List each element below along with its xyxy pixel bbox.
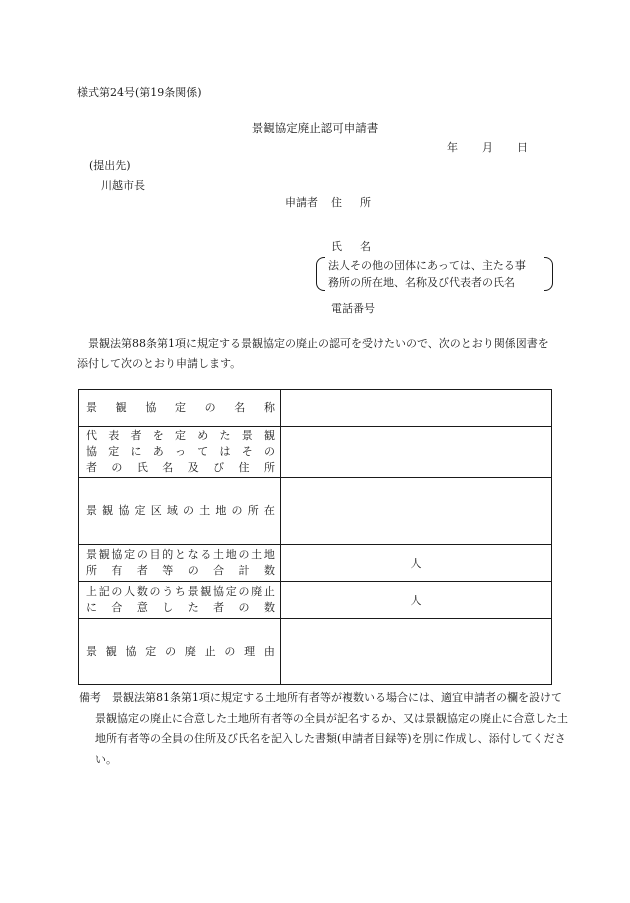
destination-label: (提出先) xyxy=(89,159,131,172)
row-value[interactable] xyxy=(281,427,552,478)
row-label-line: 景 観 協 定 の 名 称 xyxy=(86,401,275,414)
application-table xyxy=(78,389,552,685)
row-label-line: 景 観 協 定 の 目 的 と な る 土 地 の 土 地 xyxy=(86,548,275,561)
row-label xyxy=(79,582,281,619)
row-value[interactable] xyxy=(281,619,552,685)
row-label-line: に 合 意 し た 者 の 数 xyxy=(86,601,275,614)
table-row xyxy=(79,478,552,545)
table-row xyxy=(79,545,552,582)
date-day-label: 日 xyxy=(517,141,528,154)
row-label xyxy=(79,390,281,427)
row-value[interactable] xyxy=(281,390,552,427)
destination: 川越市長 xyxy=(101,179,145,192)
corporate-note-line: 法人その他の団体にあっては、主たる事 xyxy=(328,259,526,272)
corporate-note-line: 務所の所在地、名称及び代表者の氏名 xyxy=(328,276,515,289)
row-value[interactable]: 人 xyxy=(281,582,552,619)
row-label-line: 者 の 氏 名 及 び 住 所 xyxy=(86,461,275,474)
row-value[interactable]: 人 xyxy=(281,545,552,582)
table-row xyxy=(79,619,552,685)
document-title: 景観協定廃止認可申請書 xyxy=(251,121,379,135)
row-label-line: 所 有 者 等 の 合 計 数 xyxy=(86,564,275,577)
name-label: 氏名 xyxy=(331,240,389,253)
right-paren xyxy=(544,257,553,291)
form-number: 様式第24号(第19条関係) xyxy=(77,86,202,99)
left-paren xyxy=(316,257,325,291)
address-label: 住所 xyxy=(331,196,389,209)
row-label-line: 協 定 に あ っ て は そ の xyxy=(86,445,275,458)
applicant-label: 申請者 xyxy=(285,196,318,209)
table-row xyxy=(79,390,552,427)
phone-label: 電話番号 xyxy=(331,302,375,315)
corporate-note-text xyxy=(328,257,526,291)
row-value[interactable] xyxy=(281,478,552,545)
row-label-line: 代 表 者 を 定 め た 景 観 xyxy=(86,429,275,442)
row-label xyxy=(79,545,281,582)
row-label-line: 上 記 の 人 数 の う ち 景 観 協 定 の 廃 止 xyxy=(86,585,275,598)
row-label-line: 景 観 協 定 区 域 の 土 地 の 所 在 xyxy=(86,504,275,517)
date-year-label: 年 xyxy=(447,141,458,154)
row-label-line: 景 観 協 定 の 廃 止 の 理 由 xyxy=(86,644,275,658)
table-row xyxy=(79,427,552,478)
corporate-note xyxy=(316,257,553,290)
body-text: 景観法第88条第1項に規定する景観協定の廃止の認可を受けたいので、次のとおり関係図書を添付して次のとおり申請します。 xyxy=(77,337,549,370)
remark: 備考 景観法第81条第1項に規定する土地所有者等が複数いる場合には、適宜申請者の欄を設けて景観協定の廃止に合意した土地所有者等の全員が記名するか、又は景観協定の廃止に合意した土地所有者等の全員の住所及び氏名を記入した書類(申請者目録等)を別に作成し、添付してください。 xyxy=(79,691,568,766)
row-label xyxy=(79,427,281,478)
date-month-label: 月 xyxy=(482,141,493,154)
row-label xyxy=(79,478,281,545)
table-row xyxy=(79,582,552,619)
row-label xyxy=(79,619,281,685)
